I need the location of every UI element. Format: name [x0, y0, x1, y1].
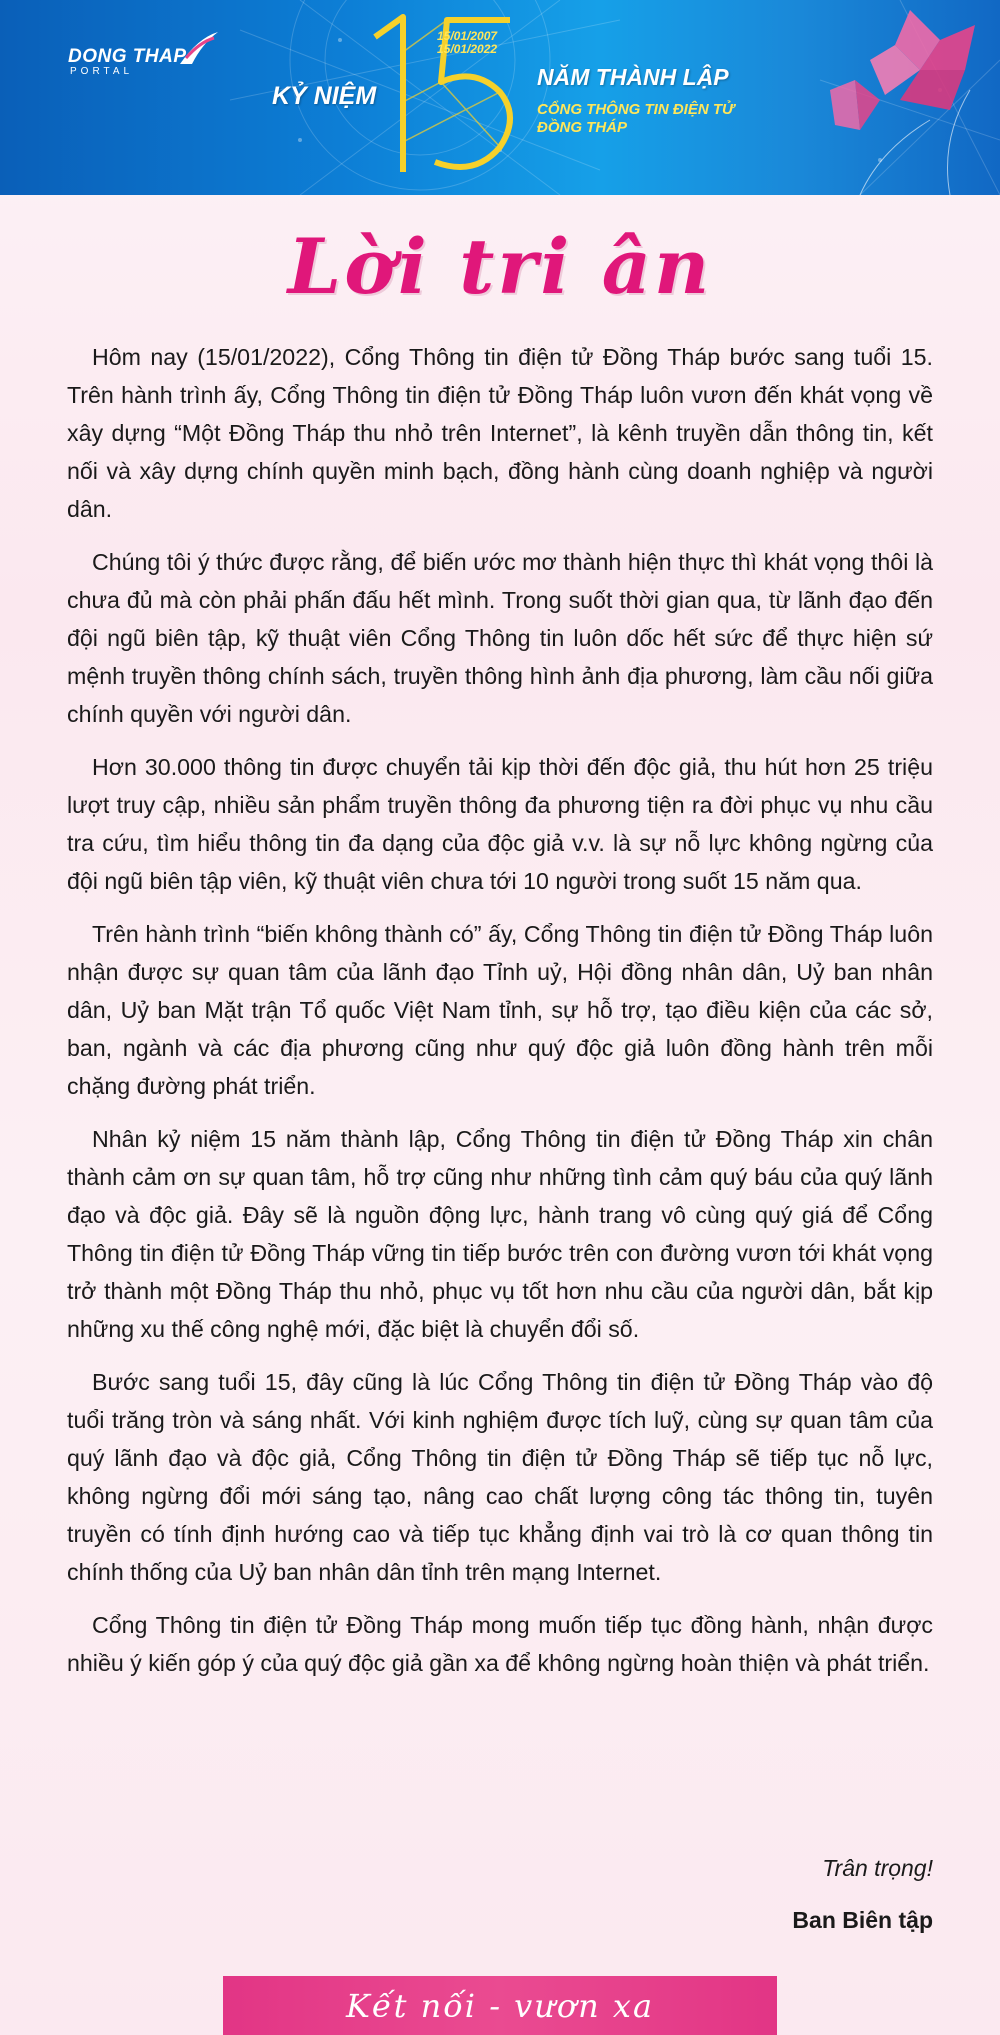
paragraph: Hơn 30.000 thông tin được chuyển tải kịp thời đến độc giả, thu hút hơn 25 triệu lượt truy cập, nhiều sản phẩm truyền thông đa phương tiện ra đời phục vụ nhu cầu tra cứu, tìm hiểu thông tin đa dạng của độc giả v.v. là sự nỗ lực không ngừng của đội ngũ biên tập viên, kỹ thuật viên chưa tới 10 người trong suốt 15 năm qua.	[67, 754, 933, 894]
ky-niem-text: KỶ NIỆM	[272, 82, 377, 110]
portal-logo[interactable]	[68, 46, 187, 77]
paragraph: Trên hành trình “biến không thành có” ấy, Cổng Thông tin điện tử Đồng Tháp luôn nhận được sự quan tâm của lãnh đạo Tỉnh uỷ, Hội đồng nhân dân, Uỷ ban nhân dân, Uỷ ban Mặt trận Tổ quốc Việt Nam tỉnh, sự hỗ trợ, tạo điều kiện của các sở, ban, ngành và các địa phương cũng như quý độc giả luôn đồng hành trên mỗi chặng đường phát triển.	[67, 921, 933, 1099]
header-banner	[0, 0, 1000, 195]
closing-block	[792, 1849, 933, 1939]
date-start: 15/01/2007	[437, 29, 498, 43]
nam-thanh-lap-text: NĂM THÀNH LẬP	[537, 64, 729, 90]
logo-sub-text: PORTAL	[70, 66, 134, 77]
page-title: Lời tri ân	[287, 222, 713, 311]
swoosh-icon	[178, 28, 220, 68]
paragraph: Cổng Thông tin điện tử Đồng Tháp mong muốn tiếp tục đồng hành, nhận được nhiều ý kiến góp ý của quý độc giả gần xa để không ngừng hoàn thiện và phát triển.	[67, 1612, 933, 1676]
letter-body	[67, 338, 933, 1697]
anniversary-dates	[437, 30, 497, 56]
paragraph: Chúng tôi ý thức được rằng, để biến ước mơ thành hiện thực thì khát vọng thôi là chưa đủ mà còn phải phấn đấu hết mình. Trong suốt thời gian qua, từ lãnh đạo đến đội ngũ biên tập, kỹ thuật viên Cổng Thông tin luôn dốc hết sức để thực hiện sứ mệnh truyền thông chính sách, truyền thông hình ảnh địa phương, làm cầu nối giữa chính quyền với người dân.	[67, 549, 933, 727]
portal-name	[537, 101, 734, 137]
footer-slogan-bar	[223, 1976, 777, 2035]
paragraph: Hôm nay (15/01/2022), Cổng Thông tin điện tử Đồng Tháp bước sang tuổi 15. Trên hành trình ấy, Cổng Thông tin điện tử Đồng Tháp luôn vươn đến khát vọng về xây dựng “Một Đồng Tháp thu nhỏ trên Internet”, là kênh truyền dẫn thông tin, kết nối và xây dựng chính quyền minh bạch, đồng hành cùng doanh nghiệp và người dân.	[67, 344, 933, 522]
date-end: 15/01/2022	[437, 42, 498, 56]
signature: Ban Biên tập	[792, 1907, 933, 1933]
lotus-icon	[800, 0, 1000, 195]
footer-slogan: Kết nối - vươn xa	[345, 1986, 655, 2025]
paragraph: Nhân kỷ niệm 15 năm thành lập, Cổng Thông tin điện tử Đồng Tháp xin chân thành cảm ơn sự quan tâm, hỗ trợ cũng như những tình cảm quý báu của quý lãnh đạo và độc giả. Đây sẽ là nguồn động lực, hành trang vô cùng quý giá để Cổng Thông tin điện tử Đồng Tháp vững tin tiếp bước trên con đường vươn tới khát vọng trở thành một Đồng Tháp thu nhỏ, phục vụ tốt hơn nhu cầu của người dân, bắt kịp những xu thế công nghệ mới, đặc biệt là chuyển đổi số.	[67, 1126, 933, 1342]
paragraph: Bước sang tuổi 15, đây cũng là lúc Cổng Thông tin điện tử Đồng Tháp vào độ tuổi trăng tròn và sáng nhất. Với kinh nghiệm được tích luỹ, cùng sự quan tâm của quý lãnh đạo và độc giả, Cổng Thông tin điện tử Đồng Tháp sẽ tiếp tục nỗ lực, không ngừng đổi mới sáng tạo, nâng cao chất lượng công tác thông tin, tuyên truyền có tính định hướng cao và tiếp tục khẳng định vai trò là cơ quan thông tin chính thống của Uỷ ban nhân dân tỉnh trên mạng Internet.	[67, 1369, 933, 1585]
closing-regards: Trân trọng!	[822, 1855, 933, 1881]
portal-name-line-1: CỔNG THÔNG TIN ĐIỆN TỬ	[537, 101, 735, 118]
logo-main-text: DONG THAP	[68, 46, 187, 67]
portal-name-line-2: ĐỒNG THÁP	[537, 119, 627, 136]
